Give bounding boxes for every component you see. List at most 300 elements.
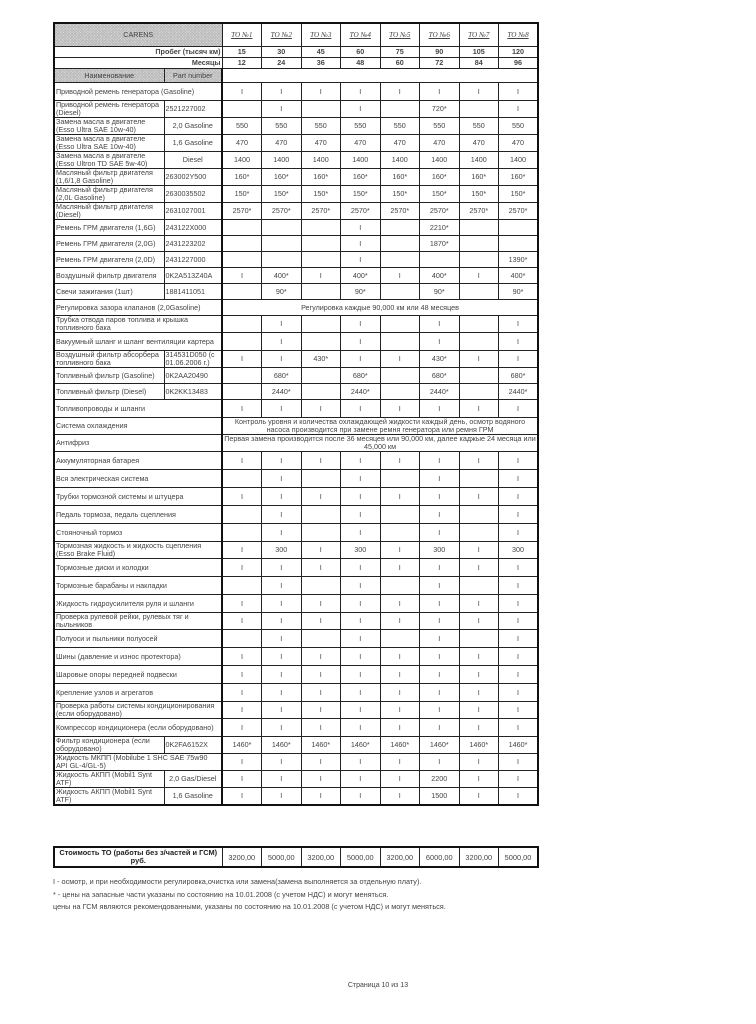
- item-name: Масляный фильтр двигателя (2,0L Gasoline): [54, 186, 164, 203]
- service-value: I: [301, 648, 341, 666]
- part-number: 2631027001: [164, 203, 222, 220]
- service-value: I: [499, 559, 539, 577]
- table-row: [54, 236, 538, 252]
- service-value: [380, 316, 420, 333]
- service-value: 430*: [301, 351, 341, 368]
- cost-value: 3200,00: [222, 847, 262, 867]
- service-value: 680*: [262, 368, 302, 384]
- service-value: I: [459, 702, 499, 719]
- table-row: [54, 452, 538, 470]
- service-value: 1460*: [341, 737, 381, 754]
- service-value: 550: [499, 118, 539, 135]
- service-value: I: [459, 268, 499, 284]
- part-number: 243122X000: [164, 220, 222, 236]
- column-header-name: Наименование: [54, 69, 164, 83]
- service-value: I: [459, 754, 499, 771]
- part-number: 263002Y500: [164, 169, 222, 186]
- service-value: 160*: [420, 169, 460, 186]
- service-value: I: [380, 542, 420, 559]
- service-value: I: [499, 506, 539, 524]
- service-value: 720*: [420, 101, 460, 118]
- service-value: I: [459, 613, 499, 630]
- service-value: 150*: [499, 186, 539, 203]
- service-value: 300: [499, 542, 539, 559]
- mileage-value: 60: [341, 47, 381, 58]
- table-row: [54, 400, 538, 418]
- service-value: [222, 577, 262, 595]
- service-value: I: [499, 452, 539, 470]
- service-value: I: [380, 400, 420, 418]
- column-header-part: Part number: [164, 69, 222, 83]
- service-value: [301, 630, 341, 648]
- service-value: 90*: [499, 284, 539, 300]
- service-value: I: [459, 771, 499, 788]
- item-name: Ремень ГРМ двигателя (1,6G): [54, 220, 164, 236]
- service-value: 2570*: [262, 203, 302, 220]
- service-value: I: [499, 470, 539, 488]
- service-value: 150*: [420, 186, 460, 203]
- service-value: 150*: [380, 186, 420, 203]
- months-label: Месяцы: [54, 58, 222, 69]
- service-value: 1460*: [499, 737, 539, 754]
- months-value: 24: [262, 58, 302, 69]
- service-value: I: [301, 559, 341, 577]
- note-legend: I - осмотр, и при необходимости регулировка,очистка или замена(замена выполняется за отдельную плату).: [53, 877, 422, 886]
- service-value: [459, 384, 499, 400]
- header-row-title: [54, 23, 538, 47]
- service-value: I: [499, 577, 539, 595]
- table-row: [54, 83, 538, 101]
- service-value: [459, 368, 499, 384]
- service-value: I: [262, 400, 302, 418]
- item-name: Замена масла в двигателе (Esso Ultra SAE 10w-40): [54, 118, 164, 135]
- table-row: [54, 435, 538, 452]
- service-value: I: [499, 524, 539, 542]
- service-value: 2210*: [420, 220, 460, 236]
- service-value: [301, 384, 341, 400]
- service-value: I: [222, 351, 262, 368]
- service-value: I: [262, 524, 302, 542]
- cost-value: 5000,00: [262, 847, 302, 867]
- service-value: I: [341, 333, 381, 351]
- service-value: I: [420, 648, 460, 666]
- service-value: 470: [222, 135, 262, 152]
- service-value: I: [301, 595, 341, 613]
- service-value: I: [262, 788, 302, 806]
- service-value: 160*: [301, 169, 341, 186]
- cost-value: 3200,00: [301, 847, 341, 867]
- cost-section: [53, 846, 537, 868]
- service-value: [301, 333, 341, 351]
- to-column-header: ТО №2: [262, 23, 302, 47]
- service-value: I: [420, 577, 460, 595]
- table-row: [54, 506, 538, 524]
- service-value: [459, 630, 499, 648]
- service-value: I: [459, 559, 499, 577]
- service-value: I: [420, 83, 460, 101]
- table-row: [54, 152, 538, 169]
- service-value: I: [341, 351, 381, 368]
- service-value: [459, 333, 499, 351]
- table-row: [54, 470, 538, 488]
- mileage-value: 120: [499, 47, 539, 58]
- service-value: 1460*: [262, 737, 302, 754]
- service-value: [222, 384, 262, 400]
- service-value: I: [341, 220, 381, 236]
- mileage-value: 90: [420, 47, 460, 58]
- service-value: I: [420, 452, 460, 470]
- service-value: I: [420, 316, 460, 333]
- service-value: [262, 236, 302, 252]
- item-name: Регулировка зазора клапанов (2,0Gasoline): [54, 300, 222, 316]
- table-row: [54, 648, 538, 666]
- item-name: Антифриз: [54, 435, 222, 452]
- service-value: 2440*: [499, 384, 539, 400]
- service-value: 470: [420, 135, 460, 152]
- service-value: I: [262, 316, 302, 333]
- service-value: 1400: [459, 152, 499, 169]
- service-value: I: [301, 542, 341, 559]
- service-value: 680*: [499, 368, 539, 384]
- header-row-mileage: [54, 47, 538, 58]
- part-number: 2630035502: [164, 186, 222, 203]
- service-value: 1400: [301, 152, 341, 169]
- service-value: 2570*: [459, 203, 499, 220]
- item-name: Жидкость гидроусилителя руля и шланги: [54, 595, 222, 613]
- item-name: Тормозные диски и колодки: [54, 559, 222, 577]
- service-value: I: [222, 452, 262, 470]
- service-value: [222, 524, 262, 542]
- service-value: I: [420, 488, 460, 506]
- service-value: 1400: [341, 152, 381, 169]
- item-name: Приводной ремень генератора (Diesel): [54, 101, 164, 118]
- service-value: [301, 577, 341, 595]
- part-number: 2521227002: [164, 101, 222, 118]
- part-number: Diesel: [164, 152, 222, 169]
- service-value: I: [301, 754, 341, 771]
- service-value: 430*: [420, 351, 460, 368]
- service-value: 2570*: [380, 203, 420, 220]
- service-value: 550: [420, 118, 460, 135]
- service-value: I: [420, 702, 460, 719]
- item-name: Система охлаждения: [54, 418, 222, 435]
- service-value: I: [499, 684, 539, 702]
- service-value: [380, 252, 420, 268]
- cost-value: 5000,00: [499, 847, 539, 867]
- service-value: [459, 524, 499, 542]
- service-value: [459, 101, 499, 118]
- service-value: I: [341, 316, 381, 333]
- service-value: 150*: [341, 186, 381, 203]
- interval-note: Первая замена производится после 36 месяцев или 90,000 км, далее каджые 24 месяца или 45,000 км: [222, 435, 538, 452]
- table-row: [54, 118, 538, 135]
- service-value: I: [341, 101, 381, 118]
- service-value: I: [222, 595, 262, 613]
- service-value: I: [301, 771, 341, 788]
- table-row: [54, 684, 538, 702]
- service-value: I: [262, 333, 302, 351]
- part-number: 1881411051: [164, 284, 222, 300]
- service-value: I: [222, 400, 262, 418]
- item-name: Компрессор кондиционера (если оборудовано): [54, 719, 222, 737]
- part-number: 0K2FA6152X: [164, 737, 222, 754]
- service-value: 470: [301, 135, 341, 152]
- service-value: I: [499, 101, 539, 118]
- service-value: I: [222, 754, 262, 771]
- service-value: I: [420, 400, 460, 418]
- table-row: [54, 418, 538, 435]
- table-row: [54, 203, 538, 220]
- service-value: I: [380, 771, 420, 788]
- service-value: I: [499, 788, 539, 806]
- table-row: [54, 351, 538, 368]
- service-value: [459, 577, 499, 595]
- item-name: Приводной ремень генератора (Gasoline): [54, 83, 222, 101]
- service-value: [380, 524, 420, 542]
- service-value: [262, 252, 302, 268]
- service-value: 1400: [420, 152, 460, 169]
- service-value: [301, 524, 341, 542]
- service-value: [222, 236, 262, 252]
- service-value: [301, 252, 341, 268]
- item-name: Ремень ГРМ двигателя (2,0D): [54, 252, 164, 268]
- service-value: I: [341, 666, 381, 684]
- item-name: Масляный фильтр двигателя (Diesel): [54, 203, 164, 220]
- item-name: Жидкость МКПП (Mobilube 1 SHC SAE 75w90 API GL-4/GL-5): [54, 754, 222, 771]
- service-value: I: [341, 684, 381, 702]
- service-value: 2440*: [341, 384, 381, 400]
- item-name: Шины (давление и износ протектора): [54, 648, 222, 666]
- to-column-header: ТО №3: [301, 23, 341, 47]
- service-value: 400*: [341, 268, 381, 284]
- service-value: I: [380, 559, 420, 577]
- service-value: I: [301, 666, 341, 684]
- service-value: 2570*: [341, 203, 381, 220]
- service-value: 160*: [459, 169, 499, 186]
- service-value: 550: [459, 118, 499, 135]
- service-value: I: [380, 613, 420, 630]
- service-value: [222, 333, 262, 351]
- table-row: [54, 613, 538, 630]
- table-row: [54, 186, 538, 203]
- service-value: 1460*: [459, 737, 499, 754]
- service-value: [301, 284, 341, 300]
- service-value: I: [459, 452, 499, 470]
- service-value: I: [301, 702, 341, 719]
- service-value: I: [222, 684, 262, 702]
- service-value: 2440*: [262, 384, 302, 400]
- service-value: I: [499, 83, 539, 101]
- service-value: I: [499, 400, 539, 418]
- service-value: 550: [301, 118, 341, 135]
- service-value: 680*: [341, 368, 381, 384]
- service-value: [459, 470, 499, 488]
- service-value: I: [341, 488, 381, 506]
- part-number: 314531D050 (с 01.06.2006 г.): [164, 351, 222, 368]
- to-column-header: ТО №8: [499, 23, 539, 47]
- service-value: 1460*: [420, 737, 460, 754]
- service-value: 470: [341, 135, 381, 152]
- service-value: I: [341, 506, 381, 524]
- cost-value: 5000,00: [341, 847, 381, 867]
- service-value: [420, 252, 460, 268]
- service-value: I: [499, 488, 539, 506]
- service-value: [459, 220, 499, 236]
- service-value: [380, 506, 420, 524]
- service-value: [459, 252, 499, 268]
- note-fluid-prices: цены на ГСМ являются рекомендованными, указаны по состоянию на 10.01.2008 (с учетом НДС) и могут меняться.: [53, 902, 446, 911]
- service-value: [459, 236, 499, 252]
- service-value: 400*: [262, 268, 302, 284]
- table-row: [54, 737, 538, 754]
- service-value: I: [499, 702, 539, 719]
- service-value: I: [420, 613, 460, 630]
- service-value: I: [499, 333, 539, 351]
- maintenance-schedule: [53, 22, 537, 806]
- service-value: 150*: [459, 186, 499, 203]
- service-value: [301, 470, 341, 488]
- service-value: 1400: [222, 152, 262, 169]
- months-value: 60: [380, 58, 420, 69]
- service-value: [380, 368, 420, 384]
- service-value: I: [341, 470, 381, 488]
- service-value: I: [222, 542, 262, 559]
- months-value: 96: [499, 58, 539, 69]
- mileage-value: 45: [301, 47, 341, 58]
- note-parts-prices: * - цены на запасные части указаны по состоянию на 10.01.2008 (с учетом НДС) и могут меняться.: [53, 889, 389, 899]
- service-value: I: [301, 452, 341, 470]
- service-value: 2200: [420, 771, 460, 788]
- part-number: 2,0 Gasoline: [164, 118, 222, 135]
- service-value: I: [301, 268, 341, 284]
- service-value: [301, 101, 341, 118]
- table-row: [54, 630, 538, 648]
- cost-value: 3200,00: [459, 847, 499, 867]
- item-name: Воздушный фильтр абсорбера топливного бака: [54, 351, 164, 368]
- cost-table: [53, 846, 539, 868]
- table-row: [54, 542, 538, 559]
- service-value: I: [222, 488, 262, 506]
- service-value: I: [341, 754, 381, 771]
- service-value: 550: [222, 118, 262, 135]
- service-value: I: [499, 630, 539, 648]
- service-value: [301, 220, 341, 236]
- service-value: I: [499, 771, 539, 788]
- service-value: [380, 284, 420, 300]
- service-value: I: [380, 788, 420, 806]
- service-value: 2570*: [499, 203, 539, 220]
- service-value: I: [262, 630, 302, 648]
- table-row: [54, 788, 538, 806]
- mileage-label: Пробег (тысяч км): [54, 47, 222, 58]
- item-name: Топливопроводы и шланги: [54, 400, 222, 418]
- service-value: I: [499, 595, 539, 613]
- service-value: I: [420, 754, 460, 771]
- service-value: [380, 236, 420, 252]
- service-value: [262, 220, 302, 236]
- part-number: 0K2A513Z40A: [164, 268, 222, 284]
- service-value: I: [262, 559, 302, 577]
- service-value: [380, 470, 420, 488]
- part-number: 0K2AA20490: [164, 368, 222, 384]
- service-value: I: [222, 771, 262, 788]
- service-value: I: [459, 719, 499, 737]
- item-name: Вся электрическая система: [54, 470, 222, 488]
- service-value: 1400: [499, 152, 539, 169]
- service-value: 470: [380, 135, 420, 152]
- table-row: [54, 316, 538, 333]
- service-value: I: [420, 595, 460, 613]
- service-value: [301, 316, 341, 333]
- service-value: [380, 220, 420, 236]
- service-value: 2440*: [420, 384, 460, 400]
- to-column-header: ТО №4: [341, 23, 381, 47]
- service-value: I: [420, 630, 460, 648]
- service-value: 90*: [341, 284, 381, 300]
- service-value: I: [262, 613, 302, 630]
- service-value: I: [420, 666, 460, 684]
- item-name: Жидкость АКПП (Mobil1 Synt ATF): [54, 788, 164, 806]
- service-value: 1400: [380, 152, 420, 169]
- service-value: I: [262, 754, 302, 771]
- service-value: I: [459, 542, 499, 559]
- service-value: [222, 316, 262, 333]
- service-value: I: [341, 702, 381, 719]
- table-row: [54, 754, 538, 771]
- service-value: I: [222, 719, 262, 737]
- table-row: [54, 577, 538, 595]
- table-row: [54, 135, 538, 152]
- service-value: I: [499, 351, 539, 368]
- service-value: 680*: [420, 368, 460, 384]
- table-row: [54, 284, 538, 300]
- item-name: Тормозные барабаны и накладки: [54, 577, 222, 595]
- service-value: I: [341, 595, 381, 613]
- service-value: I: [301, 613, 341, 630]
- service-value: 2570*: [420, 203, 460, 220]
- service-value: I: [380, 702, 420, 719]
- table-row: [54, 252, 538, 268]
- item-name: Аккумуляторная батарея: [54, 452, 222, 470]
- service-value: 470: [262, 135, 302, 152]
- table-row: [54, 702, 538, 719]
- service-value: [380, 630, 420, 648]
- service-value: I: [499, 666, 539, 684]
- service-value: I: [459, 648, 499, 666]
- months-value: 72: [420, 58, 460, 69]
- service-value: 160*: [262, 169, 302, 186]
- service-value: 1460*: [301, 737, 341, 754]
- service-value: [222, 220, 262, 236]
- item-name: Топливный фильтр (Gasoline): [54, 368, 164, 384]
- service-value: I: [499, 316, 539, 333]
- service-value: I: [420, 333, 460, 351]
- service-value: I: [420, 524, 460, 542]
- service-value: 300: [341, 542, 381, 559]
- service-value: 400*: [420, 268, 460, 284]
- cost-label: Стоимость ТО (работы без з/частей и ГСМ) руб.: [54, 847, 222, 867]
- service-value: I: [301, 488, 341, 506]
- service-value: 400*: [499, 268, 539, 284]
- cost-row: [54, 847, 538, 867]
- service-value: I: [262, 83, 302, 101]
- notes: [53, 876, 446, 914]
- to-column-header: ТО №1: [222, 23, 262, 47]
- item-name: Воздушный фильтр двигателя: [54, 268, 164, 284]
- service-value: I: [301, 788, 341, 806]
- months-value: 84: [459, 58, 499, 69]
- service-value: 160*: [380, 169, 420, 186]
